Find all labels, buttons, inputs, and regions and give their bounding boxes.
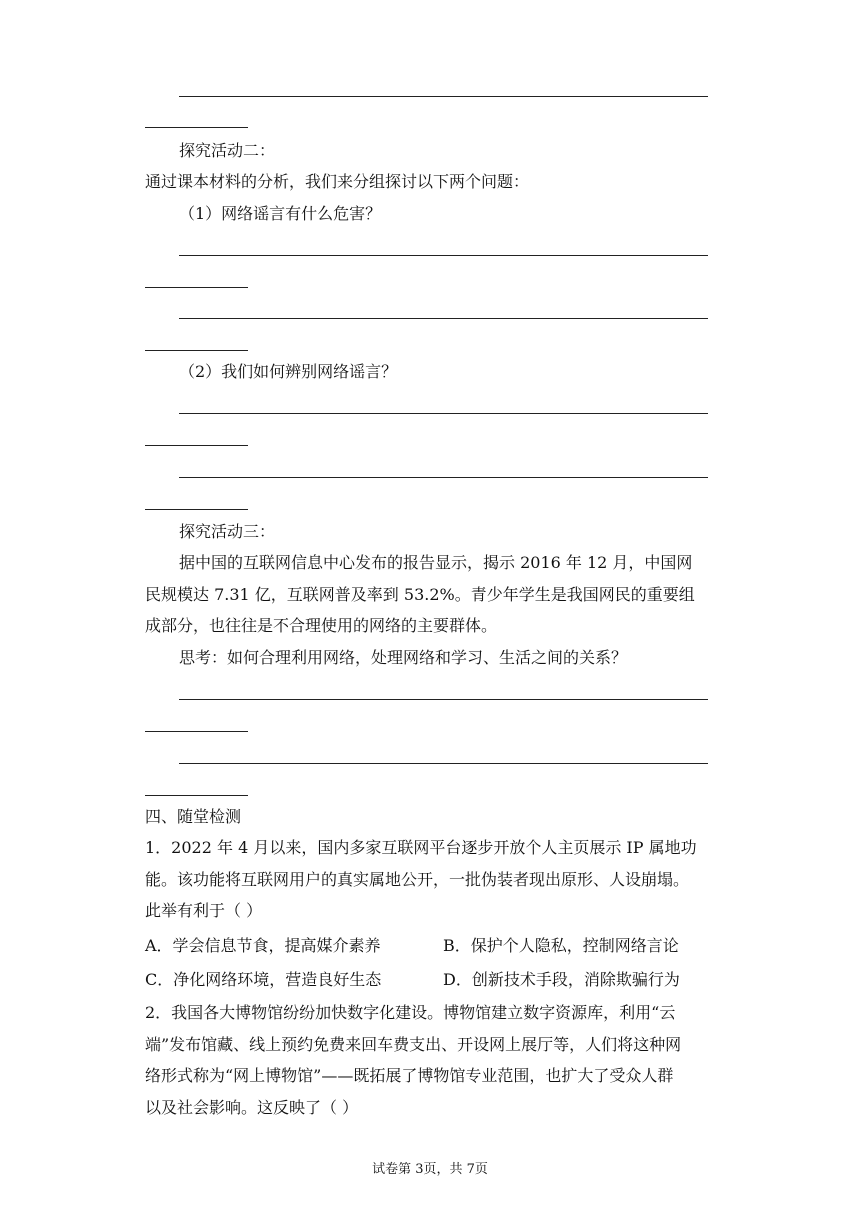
answer-line: [145, 731, 248, 732]
answer-line: [145, 350, 248, 351]
option-b: B．保护个人隐私，控制网络言论: [443, 936, 679, 955]
question-line: 端”发布馆藏、线上预约免费来回车费支出、开设网上展厅等，人们将这种网: [145, 1035, 682, 1054]
question-line: 2．我国各大博物馆纷纷加快数字化建设。博物馆建立数字资源库，利用“云: [145, 1003, 676, 1022]
page-footer: 试卷第 3页，共 7页: [372, 1162, 488, 1177]
answer-line: [145, 445, 248, 446]
question-text: （2）我们如何辨别网络谣言？: [179, 362, 398, 381]
section-heading: 四、随堂检测: [145, 807, 242, 826]
paragraph-line: 据中国的互联网信息中心发布的报告显示，揭示 2016 年 12 月，中国网: [179, 553, 693, 572]
paragraph-line: 成部分，也往往是不合理使用的网络的主要群体。: [145, 616, 498, 635]
question-line: 此举有利于（ ）: [145, 901, 263, 920]
paragraph-line: 民规模达 7.31 亿，互联网普及率到 53.2%。青少年学生是我国网民的重要组: [145, 585, 695, 604]
option-a: A．学会信息节食，提高媒介素养: [145, 936, 381, 955]
question-line: 络形式称为“网上博物馆”——既拓展了博物馆专业范围，也扩大了受众人群: [145, 1066, 674, 1085]
answer-line: [145, 509, 248, 510]
answer-line: [145, 287, 248, 288]
question-line: 1．2022 年 4 月以来，国内多家互联网平台逐步开放个人主页展示 IP 属地功: [145, 838, 697, 857]
answer-line: [179, 413, 708, 414]
answer-line: [145, 127, 248, 128]
option-d: D．创新技术手段，消除欺骗行为: [443, 970, 680, 989]
answer-line: [179, 318, 708, 319]
answer-line: [179, 477, 708, 478]
question-text: （1）网络谣言有什么危害？: [179, 204, 382, 223]
answer-line: [179, 255, 708, 256]
think-prompt: 思考：如何合理利用网络，处理网络和学习、生活之间的关系？: [179, 648, 628, 667]
question-line: 能。该功能将互联网用户的真实属地公开，一批伪装者现出原形、人设崩塌。: [145, 870, 690, 889]
answer-line: [179, 699, 708, 700]
activity-intro: 通过课本材料的分析，我们来分组探讨以下两个问题：: [145, 172, 530, 191]
answer-line: [145, 795, 248, 796]
question-line: 以及社会影响。这反映了（ ）: [145, 1098, 359, 1117]
activity-heading: 探究活动二：: [179, 141, 276, 160]
option-c: C．净化网络环境，营造良好生态: [145, 970, 382, 989]
activity-heading: 探究活动三：: [179, 522, 276, 541]
answer-line: [179, 763, 708, 764]
answer-line: [179, 96, 708, 97]
